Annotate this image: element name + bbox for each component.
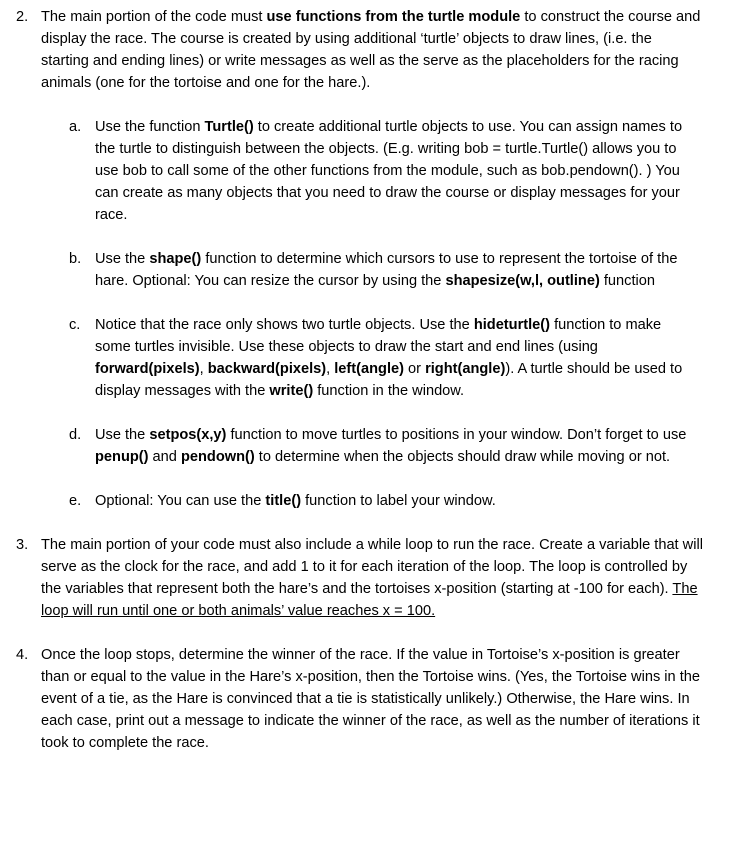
sub-item-letter: b. [69, 251, 82, 267]
sub-item-e [0, 490, 732, 512]
text-segment: Use the function [95, 119, 205, 135]
text-segment: Optional: You can use the [95, 493, 266, 509]
item-number: 3. [16, 537, 29, 553]
bold-text: shapesize(w,l, outline) [445, 273, 600, 289]
bold-text: Turtle() [204, 119, 254, 135]
text-segment: function to determine which cursors to use to represent the tortoise of the hare. Optional: You can resize the cursor by using the [95, 251, 678, 289]
text-segment: The main portion of your code must also include a while loop to run the race. Create a variable that will serve as the clock for the race, and add 1 to it for each iteration of the loop. The loop is controlled by the variables that represent both the hare’s and the tortoises x-position (starting at -100 for each). [41, 537, 703, 597]
sub-item-text [95, 490, 695, 512]
sub-item-b [0, 248, 732, 292]
list-item-4 [0, 644, 732, 754]
text-segment: function to make some turtles invisible. Use these objects to draw the start and end lines (using [95, 317, 662, 355]
item-text [41, 644, 703, 754]
list-item-3 [0, 534, 732, 622]
text-segment: , [199, 361, 208, 377]
text-segment: and [148, 449, 181, 465]
sub-item-a [0, 116, 732, 226]
text-segment: , [326, 361, 335, 377]
text-segment: ). A turtle should be used to display messages with the [95, 361, 683, 399]
item-number: 2. [16, 9, 29, 25]
text-segment: The main portion of the code must [41, 9, 267, 25]
bold-text: right(angle) [425, 361, 506, 377]
sub-item-text [95, 248, 695, 292]
bold-text: use functions from the turtle module [266, 9, 521, 25]
text-segment: Use the [95, 427, 150, 443]
text-segment: to construct the course and display the race. The course is created by using additional ‘turtle’ objects to draw lines, (i.e. the starting and ending lines) or write messages as well as the serve as the placeholders for the racing animals (one for the tortoise and one for the hare.). [41, 9, 701, 91]
sub-item-c [0, 314, 732, 402]
bold-text: write() [269, 383, 314, 399]
item-number: 4. [16, 647, 29, 663]
sub-item-letter: c. [69, 317, 81, 333]
sub-item-letter: d. [69, 427, 82, 443]
text-segment: to determine when the objects should draw while moving or not. [254, 449, 671, 465]
sub-item-text [95, 424, 695, 468]
list-item-2 [0, 6, 732, 94]
sub-item-d [0, 424, 732, 468]
underlined-text: The loop will run until one or both animals’ value reaches x = 100. [41, 581, 698, 619]
bold-text: forward(pixels) [95, 361, 200, 377]
text-segment: Use the [95, 251, 150, 267]
bold-text: shape() [149, 251, 202, 267]
text-segment: or [403, 361, 426, 377]
item-text [41, 6, 703, 94]
item-text [41, 534, 703, 622]
bold-text: backward(pixels) [207, 361, 327, 377]
bold-text: pendown() [180, 449, 255, 465]
text-segment: function to label your window. [301, 493, 496, 509]
bold-text: penup() [95, 449, 149, 465]
bold-text: title() [265, 493, 302, 509]
sub-item-text [95, 116, 695, 226]
text-segment: Once the loop stops, determine the winner of the race. If the value in Tortoise’s x-position is greater than or equal to the value in the Hare’s x-position, then the Tortoise wins. (Yes, the Tortoise wins in the event of a tie, as the Hare is convinced that a tie is statistically unlikely.) Otherwise, the Hare wins. In each case, print out a message to indicate the winner of the race, as well as the number of iterations it took to complete the race. [41, 647, 700, 751]
text-segment: Notice that the race only shows two turtle objects. Use the [95, 317, 474, 333]
text-segment: to create additional turtle objects to use. You can assign names to the turtle to distinguish between the objects. (E.g. writing bob = turtle.Turtle() allows you to use bob to call some of the other functions from the module, such as bob.pendown(). ) You can create as many objects that you need to draw the course or display messages for your race. [95, 119, 683, 223]
sub-item-letter: e. [69, 493, 82, 509]
text-segment: function [599, 273, 655, 289]
text-segment: function to move turtles to positions in your window. Don’t forget to use [226, 427, 687, 443]
sub-item-letter: a. [69, 119, 82, 135]
text-segment: function in the window. [313, 383, 465, 399]
bold-text: left(angle) [334, 361, 404, 377]
document [0, 6, 732, 754]
bold-text: hideturtle() [473, 317, 551, 333]
bold-text: setpos(x,y) [149, 427, 227, 443]
sub-item-text [95, 314, 695, 402]
